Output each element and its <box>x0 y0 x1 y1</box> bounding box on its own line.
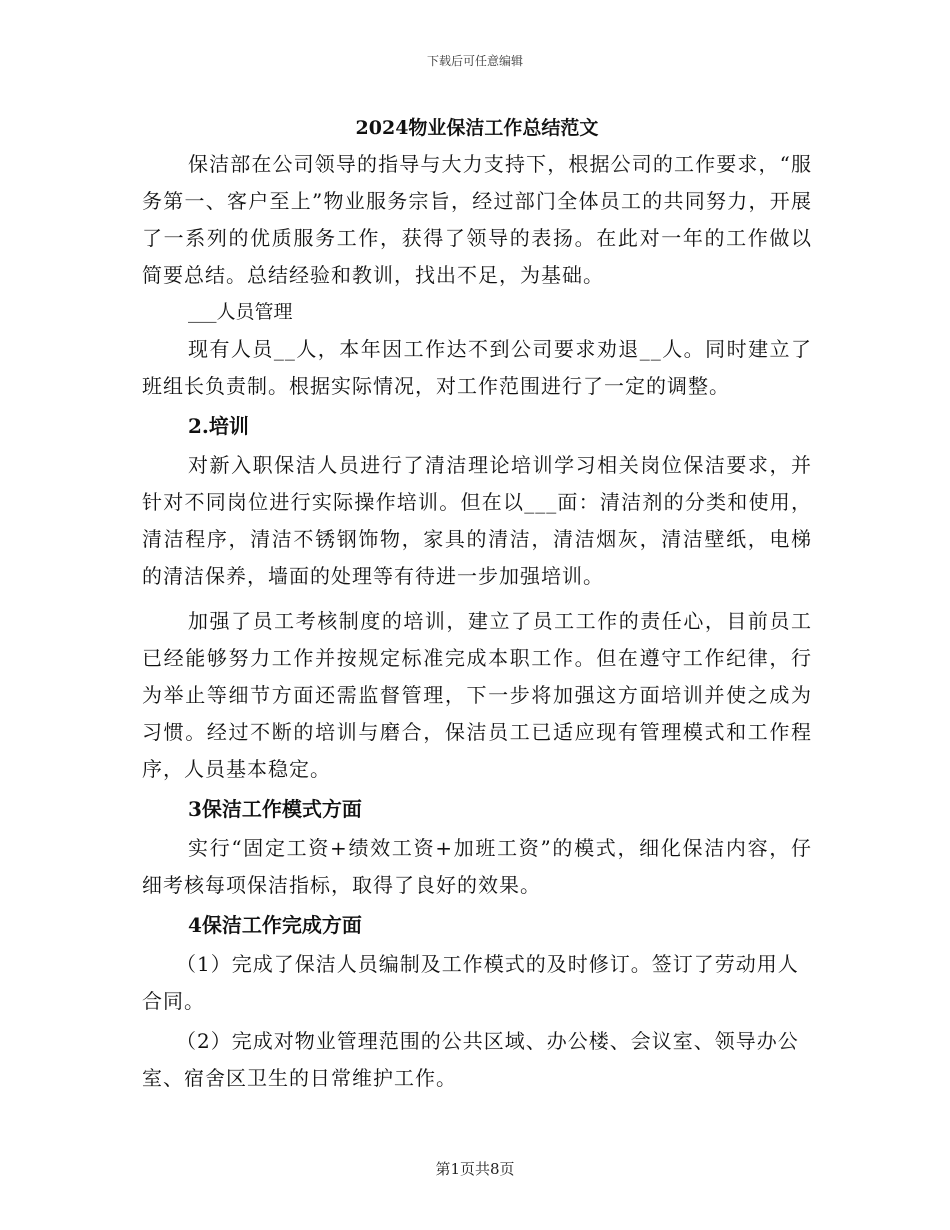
training-paragraph-2: 加强了员工考核制度的培训，建立了员工工作的责任心，目前员工已经能够努力工作并按规定标准完成本职工作。但在遵守工作纪律，行为举止等细节方面还需监督管理，下一步将加强这方面培训并使之成为习惯。经过不断的培训与磨合，保洁员工已适应现有管理模式和工作程序，人员基本稳定。 <box>142 609 812 781</box>
work-mode-paragraph: 实行“固定工资+绩效工资+加班工资”的模式，细化保洁内容，仔细考核每项保洁指标，取得了良好的效果。 <box>142 836 812 897</box>
training-paragraph-1: 对新入职保洁人员进行了清洁理论培训学习相关岗位保洁要求，并针对不同岗位进行实际操作培训。但在以___面：清洁剂的分类和使用，清洁程序，清洁不锈钢饰物，家具的清洁，清洁烟灰，清洁壁纸，电梯的清洁保养，墙面的处理等有待进一步加强培训。 <box>142 453 812 588</box>
page-indicator: 第1页共8页 <box>435 1160 515 1178</box>
page-header-note: 下载后可任意编辑 <box>426 54 523 68</box>
staff-management-paragraph: 现有人员__人，本年因工作达不到公司要求劝退__人。同时建立了班组长负责制。根据实际情况，对工作范围进行了一定的调整。 <box>142 337 812 398</box>
intro-paragraph: 保洁部在公司领导的指导与大力支持下，根据公司的工作要求，“服务第一、客户至上”物业服务宗旨，经过部门全体员工的共同努力，开展了一系列的优质服务工作，获得了领导的表扬。在此对一年的工作做以简要总结。总结经验和教训，找出不足，为基础。 <box>142 152 812 287</box>
completion-item-2: （2）完成对物业管理范围的公共区域、办公楼、会议室、领导办公室、宿舍区卫生的日常维护工作。 <box>142 1029 799 1090</box>
section-heading-work-mode: 3保洁工作模式方面 <box>188 797 362 821</box>
document-body <box>142 112 812 1100</box>
section-heading-staff-management: ___人员管理 <box>188 301 293 323</box>
section-heading-completion: 4保洁工作完成方面 <box>188 913 362 937</box>
completion-item-1: （1）完成了保洁人员编制及工作模式的及时修订。签订了劳动用人合同。 <box>142 952 799 1013</box>
document-title: 2024物业保洁工作总结范文 <box>355 117 599 139</box>
section-heading-training: 2.培训 <box>188 414 249 438</box>
